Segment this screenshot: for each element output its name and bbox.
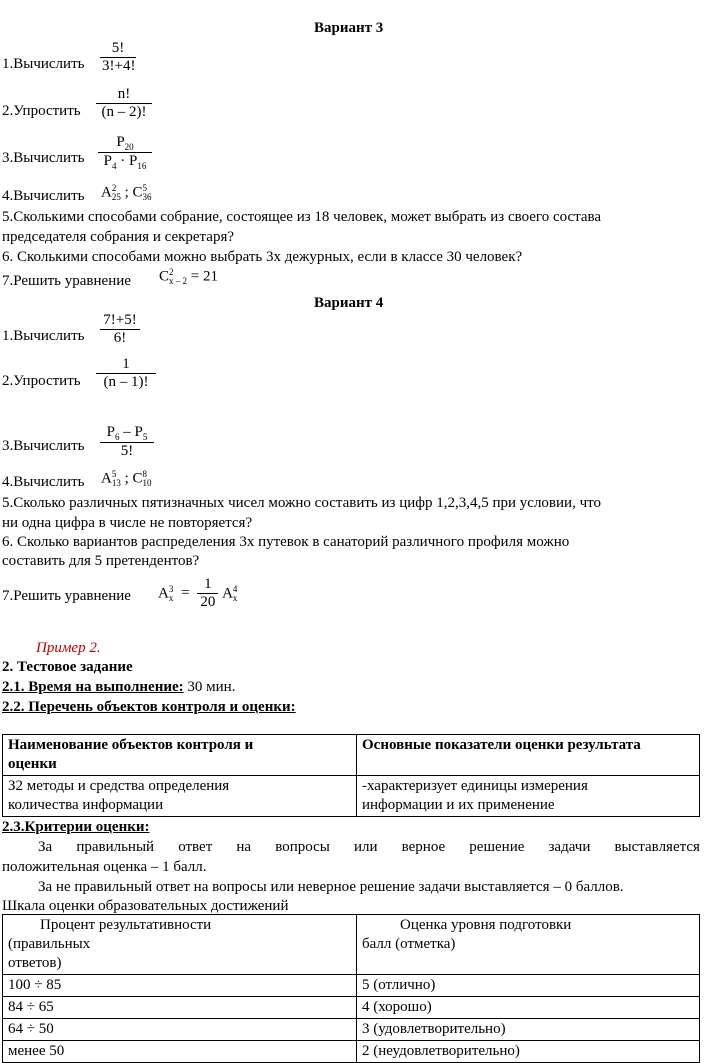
criteria-word: вопросы	[275, 839, 330, 855]
table-cell: 64 ÷ 50	[3, 1019, 357, 1041]
table-header-row	[3, 735, 700, 776]
criteria-word: верное	[401, 839, 446, 855]
v3-task1-label: 1.Вычислить	[2, 56, 85, 72]
table-header-cell: Наименование объектов контроля и оценки	[3, 735, 357, 776]
v4-task1-numerator: 7!+5!	[103, 312, 137, 328]
criteria-p1-line1	[38, 839, 700, 856]
criteria-word: или	[353, 839, 378, 855]
v4-task1-denominator: 6!	[113, 330, 127, 346]
v3-task1-fraction	[100, 40, 136, 75]
table-header-cell: Оценка уровня подготовки балл (отметка)	[357, 915, 700, 975]
v4-task7-equation: A 3 x = $\frac{1}{20}$ A 4 x	[158, 576, 238, 610]
criteria-word: на	[236, 839, 252, 855]
table-row	[3, 997, 700, 1019]
table-cell: 5 (отлично)	[357, 975, 700, 997]
variant3-title: Вариант 3	[314, 20, 384, 36]
v3-task1-numerator: 5!	[111, 40, 125, 56]
example-label: Пример 2.	[36, 640, 101, 656]
v3-task2-numerator: n!	[117, 86, 131, 102]
table-cell: 4 (хорошо)	[357, 997, 700, 1019]
table-cell: 100 ÷ 85	[3, 975, 357, 997]
v3-task5-line2: председателя собрания и секретаря?	[2, 229, 234, 245]
table-cell: З2 методы и средства определения количества информации	[3, 776, 357, 817]
section-heading: 2. Тестовое задание	[2, 659, 133, 675]
time-line	[2, 679, 235, 696]
v3-task1-denominator: 3!+4!	[102, 58, 136, 74]
criteria-heading: 2.3.Критерии оценки:	[2, 819, 150, 835]
v4-task2-label: 2.Упростить	[2, 373, 81, 389]
v3-task4-label: 4.Вычислить	[2, 188, 85, 204]
v4-task6-line1: 6. Сколько вариантов распределения 3х путевок в санаторий различного профиля можно	[2, 534, 570, 550]
v4-task4-expression: A 5 13 ; C 8 10	[101, 469, 152, 488]
table-cell: менее 50	[3, 1041, 357, 1063]
v3-task7-equation: C 2 x – 2 = 21	[159, 267, 218, 286]
v4-task6-line2: составить для 5 претендентов?	[2, 553, 200, 569]
table-cell: -характеризует единицы измерения информации и их применение	[357, 776, 700, 817]
v3-task3-denominator: $P_4 \cdot P_{16}$	[103, 153, 147, 171]
list-heading: 2.2. Перечень объектов контроля и оценки:	[2, 699, 296, 715]
criteria-word: решение	[469, 839, 525, 855]
v4-task2-denominator: (n – 1)!	[103, 374, 149, 390]
v4-task3-label: 3.Вычислить	[2, 438, 85, 454]
v3-task3-numerator: $P_{20}$	[116, 134, 134, 152]
table-cell: 84 ÷ 65	[3, 997, 357, 1019]
table-row	[3, 776, 700, 817]
table-cell: 3 (удовлетворительно)	[357, 1019, 700, 1041]
criteria-word: выставляется	[614, 839, 700, 855]
v4-task5-line2: ни одна цифра в числе не повторяется?	[2, 515, 253, 531]
v4-task3-denominator: 5!	[120, 443, 134, 459]
v4-task2-fraction	[96, 356, 156, 391]
table-header-cell: Основные показатели оценки результата	[357, 735, 700, 776]
table-cell: 2 (неудовлетворительно)	[357, 1041, 700, 1063]
table-row	[3, 1019, 700, 1041]
v4-task4-label: 4.Вычислить	[2, 474, 85, 490]
scale-title: Шкала оценки образовательных достижений	[2, 898, 289, 914]
table-row	[3, 1041, 700, 1063]
v4-task2-numerator: 1	[122, 356, 130, 372]
table-header-cell: Процент результативности (правильных ответов)	[3, 915, 357, 975]
table-header-row	[3, 915, 700, 975]
criteria-word: задачи	[548, 839, 591, 855]
v3-task4-expression: A 2 25 ; C 5 36	[101, 183, 152, 202]
v3-task2-label: 2.Упростить	[2, 103, 81, 119]
v3-task2-denominator: (n – 2)!	[101, 104, 147, 120]
v4-task1-fraction	[100, 312, 140, 347]
v4-task3-fraction	[100, 424, 154, 460]
v4-task1-label: 1.Вычислить	[2, 328, 85, 344]
criteria-p2: За не правильный ответ на вопросы или неверное решение задачи выставляется – 0 баллов.	[38, 879, 624, 895]
time-value: 30 мин.	[183, 679, 236, 695]
criteria-word: ответ	[178, 839, 213, 855]
v3-task7-label: 7.Решить уравнение	[2, 273, 131, 289]
v3-task5-line1: 5.Сколькими способами собрание, состоящее из 18 человек, может выбрать из своего состава	[2, 209, 602, 225]
v4-task7-label: 7.Решить уравнение	[2, 588, 131, 604]
v4-task3-numerator: $P_6 - P_5$	[106, 424, 148, 442]
v4-task5-line1: 5.Сколько различных пятизначных чисел можно составить из цифр 1,2,3,4,5 при условии, что	[2, 495, 601, 511]
v3-task2-fraction	[96, 86, 152, 121]
v3-task3-fraction	[98, 134, 152, 171]
criteria-word: правильный	[76, 839, 155, 855]
criteria-word: За	[38, 839, 53, 855]
criteria-p1-line2: положительная оценка – 1 балл.	[2, 859, 207, 875]
v3-task3-label: 3.Вычислить	[2, 150, 85, 166]
v3-task6: 6. Сколькими способами можно выбрать 3х дежурных, если в классе 30 человек?	[2, 249, 523, 265]
table-row	[3, 975, 700, 997]
scale-table	[2, 914, 700, 1063]
objects-table	[2, 734, 700, 817]
variant4-title: Вариант 4	[314, 295, 384, 311]
time-label: 2.1. Время на выполнение:	[2, 679, 184, 695]
